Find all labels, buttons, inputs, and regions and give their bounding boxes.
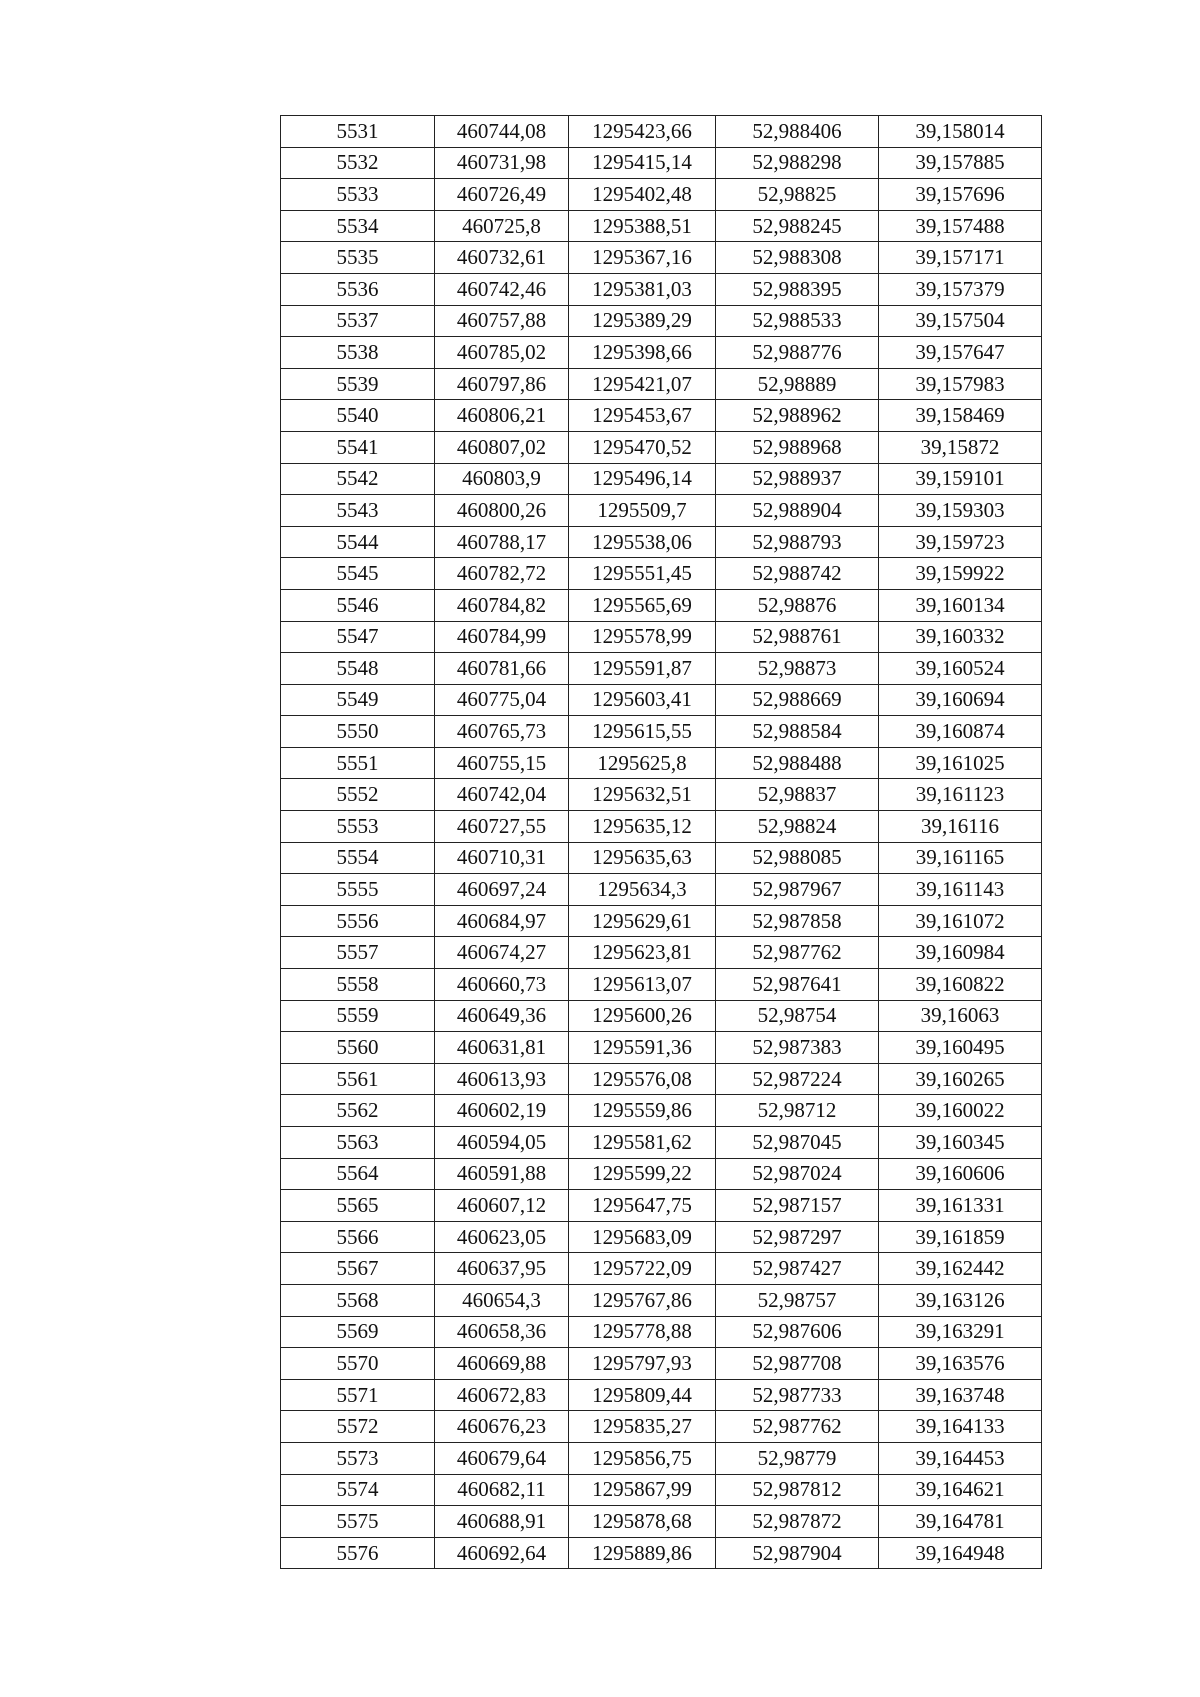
y-coordinate-cell: 1295576,08 bbox=[569, 1063, 716, 1095]
table-row bbox=[281, 937, 1042, 969]
x-coordinate-cell: 460676,23 bbox=[435, 1411, 569, 1443]
longitude-cell: 39,164453 bbox=[879, 1442, 1042, 1474]
x-coordinate-cell: 460637,95 bbox=[435, 1253, 569, 1285]
longitude-cell: 39,157504 bbox=[879, 305, 1042, 337]
latitude-cell: 52,988962 bbox=[716, 400, 879, 432]
longitude-cell: 39,160984 bbox=[879, 937, 1042, 969]
point-number-cell: 5551 bbox=[281, 747, 435, 779]
y-coordinate-cell: 1295856,75 bbox=[569, 1442, 716, 1474]
table-row bbox=[281, 431, 1042, 463]
x-coordinate-cell: 460684,97 bbox=[435, 905, 569, 937]
y-coordinate-cell: 1295388,51 bbox=[569, 210, 716, 242]
latitude-cell: 52,987904 bbox=[716, 1537, 879, 1569]
x-coordinate-cell: 460672,83 bbox=[435, 1379, 569, 1411]
longitude-cell: 39,16063 bbox=[879, 1000, 1042, 1032]
y-coordinate-cell: 1295470,52 bbox=[569, 431, 716, 463]
x-coordinate-cell: 460649,36 bbox=[435, 1000, 569, 1032]
x-coordinate-cell: 460782,72 bbox=[435, 558, 569, 590]
table-row bbox=[281, 1063, 1042, 1095]
point-number-cell: 5560 bbox=[281, 1032, 435, 1064]
point-number-cell: 5558 bbox=[281, 969, 435, 1001]
table-row bbox=[281, 1537, 1042, 1569]
point-number-cell: 5538 bbox=[281, 337, 435, 369]
latitude-cell: 52,988968 bbox=[716, 431, 879, 463]
table-row bbox=[281, 1474, 1042, 1506]
longitude-cell: 39,164621 bbox=[879, 1474, 1042, 1506]
y-coordinate-cell: 1295509,7 bbox=[569, 495, 716, 527]
y-coordinate-cell: 1295835,27 bbox=[569, 1411, 716, 1443]
longitude-cell: 39,160134 bbox=[879, 589, 1042, 621]
x-coordinate-cell: 460623,05 bbox=[435, 1221, 569, 1253]
latitude-cell: 52,987967 bbox=[716, 874, 879, 906]
point-number-cell: 5552 bbox=[281, 779, 435, 811]
longitude-cell: 39,161123 bbox=[879, 779, 1042, 811]
longitude-cell: 39,160606 bbox=[879, 1158, 1042, 1190]
x-coordinate-cell: 460755,15 bbox=[435, 747, 569, 779]
latitude-cell: 52,988584 bbox=[716, 716, 879, 748]
table-row bbox=[281, 305, 1042, 337]
x-coordinate-cell: 460710,31 bbox=[435, 842, 569, 874]
table-row bbox=[281, 1095, 1042, 1127]
y-coordinate-cell: 1295565,69 bbox=[569, 589, 716, 621]
y-coordinate-cell: 1295797,93 bbox=[569, 1348, 716, 1380]
latitude-cell: 52,98837 bbox=[716, 779, 879, 811]
longitude-cell: 39,162442 bbox=[879, 1253, 1042, 1285]
point-number-cell: 5543 bbox=[281, 495, 435, 527]
x-coordinate-cell: 460757,88 bbox=[435, 305, 569, 337]
y-coordinate-cell: 1295878,68 bbox=[569, 1506, 716, 1538]
longitude-cell: 39,163126 bbox=[879, 1284, 1042, 1316]
y-coordinate-cell: 1295615,55 bbox=[569, 716, 716, 748]
point-number-cell: 5570 bbox=[281, 1348, 435, 1380]
table-row bbox=[281, 179, 1042, 211]
table-row bbox=[281, 653, 1042, 685]
x-coordinate-cell: 460785,02 bbox=[435, 337, 569, 369]
y-coordinate-cell: 1295809,44 bbox=[569, 1379, 716, 1411]
table-row bbox=[281, 1221, 1042, 1253]
x-coordinate-cell: 460654,3 bbox=[435, 1284, 569, 1316]
longitude-cell: 39,161331 bbox=[879, 1190, 1042, 1222]
longitude-cell: 39,157488 bbox=[879, 210, 1042, 242]
x-coordinate-cell: 460781,66 bbox=[435, 653, 569, 685]
longitude-cell: 39,160265 bbox=[879, 1063, 1042, 1095]
longitude-cell: 39,15872 bbox=[879, 431, 1042, 463]
latitude-cell: 52,988308 bbox=[716, 242, 879, 274]
longitude-cell: 39,157983 bbox=[879, 368, 1042, 400]
y-coordinate-cell: 1295634,3 bbox=[569, 874, 716, 906]
point-number-cell: 5542 bbox=[281, 463, 435, 495]
x-coordinate-cell: 460682,11 bbox=[435, 1474, 569, 1506]
point-number-cell: 5553 bbox=[281, 811, 435, 843]
y-coordinate-cell: 1295623,81 bbox=[569, 937, 716, 969]
x-coordinate-cell: 460669,88 bbox=[435, 1348, 569, 1380]
point-number-cell: 5563 bbox=[281, 1127, 435, 1159]
x-coordinate-cell: 460602,19 bbox=[435, 1095, 569, 1127]
latitude-cell: 52,987157 bbox=[716, 1190, 879, 1222]
longitude-cell: 39,164781 bbox=[879, 1506, 1042, 1538]
latitude-cell: 52,988488 bbox=[716, 747, 879, 779]
table-row bbox=[281, 1190, 1042, 1222]
latitude-cell: 52,988776 bbox=[716, 337, 879, 369]
point-number-cell: 5576 bbox=[281, 1537, 435, 1569]
table-row bbox=[281, 273, 1042, 305]
x-coordinate-cell: 460744,08 bbox=[435, 116, 569, 148]
table-row bbox=[281, 1348, 1042, 1380]
y-coordinate-cell: 1295632,51 bbox=[569, 779, 716, 811]
latitude-cell: 52,98876 bbox=[716, 589, 879, 621]
point-number-cell: 5564 bbox=[281, 1158, 435, 1190]
y-coordinate-cell: 1295423,66 bbox=[569, 116, 716, 148]
x-coordinate-cell: 460726,49 bbox=[435, 179, 569, 211]
y-coordinate-cell: 1295603,41 bbox=[569, 684, 716, 716]
latitude-cell: 52,987045 bbox=[716, 1127, 879, 1159]
longitude-cell: 39,157696 bbox=[879, 179, 1042, 211]
x-coordinate-cell: 460800,26 bbox=[435, 495, 569, 527]
longitude-cell: 39,161165 bbox=[879, 842, 1042, 874]
table-row bbox=[281, 684, 1042, 716]
x-coordinate-cell: 460731,98 bbox=[435, 147, 569, 179]
longitude-cell: 39,158014 bbox=[879, 116, 1042, 148]
longitude-cell: 39,160524 bbox=[879, 653, 1042, 685]
table-row bbox=[281, 1158, 1042, 1190]
point-number-cell: 5566 bbox=[281, 1221, 435, 1253]
point-number-cell: 5540 bbox=[281, 400, 435, 432]
x-coordinate-cell: 460674,27 bbox=[435, 937, 569, 969]
point-number-cell: 5557 bbox=[281, 937, 435, 969]
point-number-cell: 5541 bbox=[281, 431, 435, 463]
point-number-cell: 5562 bbox=[281, 1095, 435, 1127]
point-number-cell: 5554 bbox=[281, 842, 435, 874]
point-number-cell: 5545 bbox=[281, 558, 435, 590]
point-number-cell: 5547 bbox=[281, 621, 435, 653]
latitude-cell: 52,98757 bbox=[716, 1284, 879, 1316]
y-coordinate-cell: 1295767,86 bbox=[569, 1284, 716, 1316]
x-coordinate-cell: 460784,82 bbox=[435, 589, 569, 621]
y-coordinate-cell: 1295496,14 bbox=[569, 463, 716, 495]
y-coordinate-cell: 1295421,07 bbox=[569, 368, 716, 400]
table-row bbox=[281, 210, 1042, 242]
x-coordinate-cell: 460631,81 bbox=[435, 1032, 569, 1064]
y-coordinate-cell: 1295613,07 bbox=[569, 969, 716, 1001]
table-row bbox=[281, 1442, 1042, 1474]
x-coordinate-cell: 460806,21 bbox=[435, 400, 569, 432]
latitude-cell: 52,987641 bbox=[716, 969, 879, 1001]
table-row bbox=[281, 116, 1042, 148]
point-number-cell: 5535 bbox=[281, 242, 435, 274]
x-coordinate-cell: 460765,73 bbox=[435, 716, 569, 748]
point-number-cell: 5533 bbox=[281, 179, 435, 211]
table-row bbox=[281, 1000, 1042, 1032]
x-coordinate-cell: 460613,93 bbox=[435, 1063, 569, 1095]
table-row bbox=[281, 1506, 1042, 1538]
latitude-cell: 52,988245 bbox=[716, 210, 879, 242]
table-row bbox=[281, 558, 1042, 590]
latitude-cell: 52,988669 bbox=[716, 684, 879, 716]
x-coordinate-cell: 460658,36 bbox=[435, 1316, 569, 1348]
y-coordinate-cell: 1295402,48 bbox=[569, 179, 716, 211]
x-coordinate-cell: 460727,55 bbox=[435, 811, 569, 843]
latitude-cell: 52,98889 bbox=[716, 368, 879, 400]
x-coordinate-cell: 460807,02 bbox=[435, 431, 569, 463]
point-number-cell: 5565 bbox=[281, 1190, 435, 1222]
latitude-cell: 52,987224 bbox=[716, 1063, 879, 1095]
table-row bbox=[281, 242, 1042, 274]
table-row bbox=[281, 1316, 1042, 1348]
latitude-cell: 52,987872 bbox=[716, 1506, 879, 1538]
y-coordinate-cell: 1295367,16 bbox=[569, 242, 716, 274]
table-row bbox=[281, 368, 1042, 400]
latitude-cell: 52,987427 bbox=[716, 1253, 879, 1285]
latitude-cell: 52,988533 bbox=[716, 305, 879, 337]
latitude-cell: 52,988904 bbox=[716, 495, 879, 527]
table-row bbox=[281, 1379, 1042, 1411]
y-coordinate-cell: 1295581,62 bbox=[569, 1127, 716, 1159]
y-coordinate-cell: 1295647,75 bbox=[569, 1190, 716, 1222]
x-coordinate-cell: 460594,05 bbox=[435, 1127, 569, 1159]
table-row bbox=[281, 779, 1042, 811]
longitude-cell: 39,157171 bbox=[879, 242, 1042, 274]
table-row bbox=[281, 495, 1042, 527]
y-coordinate-cell: 1295629,61 bbox=[569, 905, 716, 937]
point-number-cell: 5534 bbox=[281, 210, 435, 242]
longitude-cell: 39,160874 bbox=[879, 716, 1042, 748]
latitude-cell: 52,987024 bbox=[716, 1158, 879, 1190]
y-coordinate-cell: 1295381,03 bbox=[569, 273, 716, 305]
latitude-cell: 52,988085 bbox=[716, 842, 879, 874]
latitude-cell: 52,988742 bbox=[716, 558, 879, 590]
longitude-cell: 39,160822 bbox=[879, 969, 1042, 1001]
longitude-cell: 39,163576 bbox=[879, 1348, 1042, 1380]
x-coordinate-cell: 460797,86 bbox=[435, 368, 569, 400]
table-row bbox=[281, 905, 1042, 937]
x-coordinate-cell: 460803,9 bbox=[435, 463, 569, 495]
latitude-cell: 52,987383 bbox=[716, 1032, 879, 1064]
point-number-cell: 5574 bbox=[281, 1474, 435, 1506]
latitude-cell: 52,988793 bbox=[716, 526, 879, 558]
longitude-cell: 39,163291 bbox=[879, 1316, 1042, 1348]
table-row bbox=[281, 1127, 1042, 1159]
point-number-cell: 5569 bbox=[281, 1316, 435, 1348]
table-row bbox=[281, 811, 1042, 843]
y-coordinate-cell: 1295591,36 bbox=[569, 1032, 716, 1064]
table-row bbox=[281, 1284, 1042, 1316]
y-coordinate-cell: 1295889,86 bbox=[569, 1537, 716, 1569]
x-coordinate-cell: 460660,73 bbox=[435, 969, 569, 1001]
longitude-cell: 39,160332 bbox=[879, 621, 1042, 653]
table-row bbox=[281, 1253, 1042, 1285]
point-number-cell: 5571 bbox=[281, 1379, 435, 1411]
point-number-cell: 5568 bbox=[281, 1284, 435, 1316]
longitude-cell: 39,160022 bbox=[879, 1095, 1042, 1127]
latitude-cell: 52,98824 bbox=[716, 811, 879, 843]
latitude-cell: 52,987606 bbox=[716, 1316, 879, 1348]
y-coordinate-cell: 1295578,99 bbox=[569, 621, 716, 653]
point-number-cell: 5549 bbox=[281, 684, 435, 716]
y-coordinate-cell: 1295591,87 bbox=[569, 653, 716, 685]
point-number-cell: 5559 bbox=[281, 1000, 435, 1032]
table-row bbox=[281, 1411, 1042, 1443]
latitude-cell: 52,987297 bbox=[716, 1221, 879, 1253]
latitude-cell: 52,987858 bbox=[716, 905, 879, 937]
latitude-cell: 52,988937 bbox=[716, 463, 879, 495]
point-number-cell: 5536 bbox=[281, 273, 435, 305]
latitude-cell: 52,988406 bbox=[716, 116, 879, 148]
longitude-cell: 39,161025 bbox=[879, 747, 1042, 779]
coordinates-table bbox=[280, 115, 1042, 1569]
x-coordinate-cell: 460784,99 bbox=[435, 621, 569, 653]
x-coordinate-cell: 460697,24 bbox=[435, 874, 569, 906]
latitude-cell: 52,987812 bbox=[716, 1474, 879, 1506]
y-coordinate-cell: 1295389,29 bbox=[569, 305, 716, 337]
longitude-cell: 39,161072 bbox=[879, 905, 1042, 937]
table-row bbox=[281, 969, 1042, 1001]
latitude-cell: 52,98754 bbox=[716, 1000, 879, 1032]
x-coordinate-cell: 460591,88 bbox=[435, 1158, 569, 1190]
x-coordinate-cell: 460725,8 bbox=[435, 210, 569, 242]
coordinates-table-body bbox=[281, 116, 1042, 1569]
point-number-cell: 5567 bbox=[281, 1253, 435, 1285]
x-coordinate-cell: 460788,17 bbox=[435, 526, 569, 558]
y-coordinate-cell: 1295867,99 bbox=[569, 1474, 716, 1506]
point-number-cell: 5539 bbox=[281, 368, 435, 400]
longitude-cell: 39,159303 bbox=[879, 495, 1042, 527]
y-coordinate-cell: 1295635,63 bbox=[569, 842, 716, 874]
x-coordinate-cell: 460732,61 bbox=[435, 242, 569, 274]
longitude-cell: 39,161859 bbox=[879, 1221, 1042, 1253]
latitude-cell: 52,987762 bbox=[716, 1411, 879, 1443]
x-coordinate-cell: 460692,64 bbox=[435, 1537, 569, 1569]
latitude-cell: 52,988395 bbox=[716, 273, 879, 305]
longitude-cell: 39,159723 bbox=[879, 526, 1042, 558]
y-coordinate-cell: 1295538,06 bbox=[569, 526, 716, 558]
point-number-cell: 5532 bbox=[281, 147, 435, 179]
point-number-cell: 5550 bbox=[281, 716, 435, 748]
y-coordinate-cell: 1295415,14 bbox=[569, 147, 716, 179]
table-row bbox=[281, 716, 1042, 748]
latitude-cell: 52,988761 bbox=[716, 621, 879, 653]
y-coordinate-cell: 1295559,86 bbox=[569, 1095, 716, 1127]
table-row bbox=[281, 526, 1042, 558]
longitude-cell: 39,164133 bbox=[879, 1411, 1042, 1443]
point-number-cell: 5537 bbox=[281, 305, 435, 337]
longitude-cell: 39,164948 bbox=[879, 1537, 1042, 1569]
latitude-cell: 52,98779 bbox=[716, 1442, 879, 1474]
point-number-cell: 5575 bbox=[281, 1506, 435, 1538]
y-coordinate-cell: 1295551,45 bbox=[569, 558, 716, 590]
y-coordinate-cell: 1295625,8 bbox=[569, 747, 716, 779]
x-coordinate-cell: 460742,04 bbox=[435, 779, 569, 811]
point-number-cell: 5556 bbox=[281, 905, 435, 937]
longitude-cell: 39,157885 bbox=[879, 147, 1042, 179]
table-row bbox=[281, 842, 1042, 874]
longitude-cell: 39,160694 bbox=[879, 684, 1042, 716]
longitude-cell: 39,157647 bbox=[879, 337, 1042, 369]
x-coordinate-cell: 460775,04 bbox=[435, 684, 569, 716]
longitude-cell: 39,159922 bbox=[879, 558, 1042, 590]
table-row bbox=[281, 463, 1042, 495]
point-number-cell: 5573 bbox=[281, 1442, 435, 1474]
point-number-cell: 5544 bbox=[281, 526, 435, 558]
y-coordinate-cell: 1295778,88 bbox=[569, 1316, 716, 1348]
longitude-cell: 39,159101 bbox=[879, 463, 1042, 495]
y-coordinate-cell: 1295599,22 bbox=[569, 1158, 716, 1190]
y-coordinate-cell: 1295683,09 bbox=[569, 1221, 716, 1253]
longitude-cell: 39,161143 bbox=[879, 874, 1042, 906]
point-number-cell: 5548 bbox=[281, 653, 435, 685]
y-coordinate-cell: 1295453,67 bbox=[569, 400, 716, 432]
point-number-cell: 5546 bbox=[281, 589, 435, 621]
latitude-cell: 52,98825 bbox=[716, 179, 879, 211]
x-coordinate-cell: 460742,46 bbox=[435, 273, 569, 305]
y-coordinate-cell: 1295722,09 bbox=[569, 1253, 716, 1285]
table-row bbox=[281, 589, 1042, 621]
latitude-cell: 52,988298 bbox=[716, 147, 879, 179]
table-row bbox=[281, 1032, 1042, 1064]
x-coordinate-cell: 460679,64 bbox=[435, 1442, 569, 1474]
longitude-cell: 39,160345 bbox=[879, 1127, 1042, 1159]
table-row bbox=[281, 747, 1042, 779]
longitude-cell: 39,158469 bbox=[879, 400, 1042, 432]
latitude-cell: 52,987733 bbox=[716, 1379, 879, 1411]
latitude-cell: 52,98712 bbox=[716, 1095, 879, 1127]
longitude-cell: 39,16116 bbox=[879, 811, 1042, 843]
table-row bbox=[281, 147, 1042, 179]
point-number-cell: 5561 bbox=[281, 1063, 435, 1095]
latitude-cell: 52,987708 bbox=[716, 1348, 879, 1380]
latitude-cell: 52,987762 bbox=[716, 937, 879, 969]
x-coordinate-cell: 460688,91 bbox=[435, 1506, 569, 1538]
y-coordinate-cell: 1295635,12 bbox=[569, 811, 716, 843]
table-row bbox=[281, 400, 1042, 432]
y-coordinate-cell: 1295398,66 bbox=[569, 337, 716, 369]
table-row bbox=[281, 337, 1042, 369]
latitude-cell: 52,98873 bbox=[716, 653, 879, 685]
y-coordinate-cell: 1295600,26 bbox=[569, 1000, 716, 1032]
table-row bbox=[281, 874, 1042, 906]
point-number-cell: 5572 bbox=[281, 1411, 435, 1443]
point-number-cell: 5555 bbox=[281, 874, 435, 906]
point-number-cell: 5531 bbox=[281, 116, 435, 148]
longitude-cell: 39,163748 bbox=[879, 1379, 1042, 1411]
table-row bbox=[281, 621, 1042, 653]
longitude-cell: 39,160495 bbox=[879, 1032, 1042, 1064]
x-coordinate-cell: 460607,12 bbox=[435, 1190, 569, 1222]
longitude-cell: 39,157379 bbox=[879, 273, 1042, 305]
